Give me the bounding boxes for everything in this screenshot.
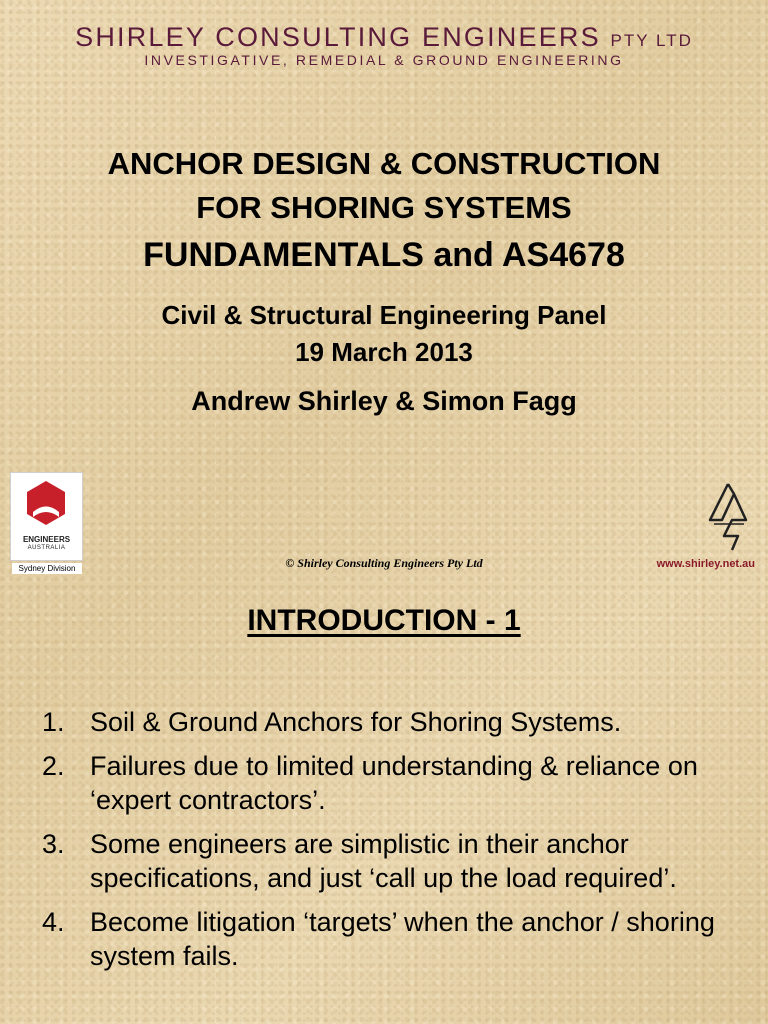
list-item	[42, 705, 752, 739]
hexagon-icon	[25, 479, 67, 531]
firm-tagline: INVESTIGATIVE, REMEDIAL & GROUND ENGINEERING	[144, 52, 624, 68]
list-text: Failures due to limited understanding & reliance on ‘expert contractors’.	[90, 751, 698, 815]
firm-suffix: PTY LTD	[610, 31, 693, 50]
section-heading: INTRODUCTION - 1	[247, 604, 521, 637]
logo-line-2: AUSTRALIA	[27, 545, 66, 551]
logo-line-1: ENGINEERS	[22, 535, 71, 544]
firm-name-text: SHIRLEY CONSULTING ENGINEERS	[75, 22, 601, 52]
list-item	[42, 827, 752, 895]
title-line-1: ANCHOR DESIGN & CONSTRUCTION	[107, 146, 661, 181]
event-date: 19 March 2013	[295, 337, 473, 367]
list-item	[42, 905, 752, 973]
division-label: Sydney Division	[12, 563, 82, 574]
event-panel: Civil & Structural Engineering Panel	[161, 300, 607, 330]
list-number: 4.	[42, 907, 65, 937]
list-item	[42, 749, 752, 817]
title-line-3: FUNDAMENTALS and AS4678	[143, 236, 625, 274]
website-link[interactable]: www.shirley.net.au	[656, 558, 755, 570]
firm-name	[0, 22, 768, 53]
shirley-logo-icon	[704, 480, 754, 554]
list-number: 1.	[42, 707, 65, 737]
title-line-2: FOR SHORING SYSTEMS	[196, 190, 572, 225]
intro-list	[42, 705, 752, 983]
list-number: 2.	[42, 751, 65, 781]
list-text: Become litigation ‘targets’ when the anchor / shoring system fails.	[90, 907, 715, 971]
list-text: Soil & Ground Anchors for Shoring Systems.	[90, 707, 622, 737]
list-text: Some engineers are simplistic in their anchor specifications, and just ‘call up the load required’.	[90, 829, 677, 893]
list-number: 3.	[42, 829, 65, 859]
copyright-notice: © Shirley Consulting Engineers Pty Ltd	[285, 556, 483, 570]
event-authors: Andrew Shirley & Simon Fagg	[191, 386, 577, 416]
engineers-australia-logo	[10, 472, 83, 561]
